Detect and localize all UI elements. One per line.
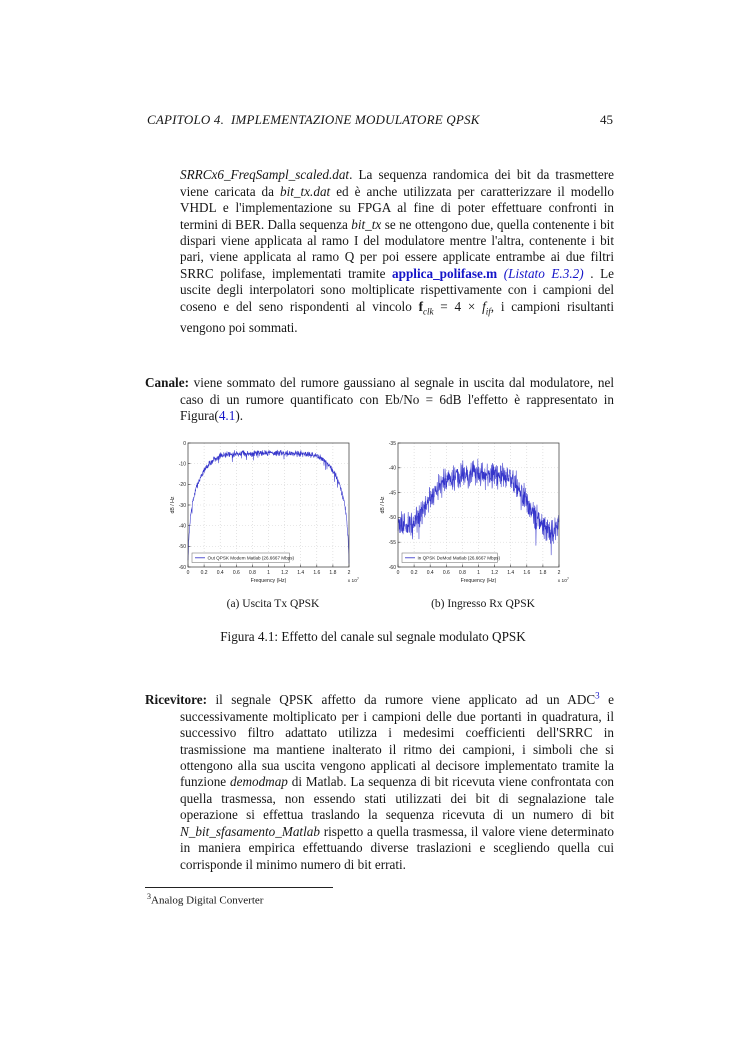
svg-text:1.8: 1.8	[539, 570, 547, 576]
svg-text:-60: -60	[388, 564, 396, 571]
svg-text:0.6: 0.6	[442, 570, 450, 576]
page-header	[147, 112, 613, 128]
text-run: ).	[235, 408, 244, 424]
svg-text:0: 0	[186, 570, 190, 576]
tx-spectrum-plot	[168, 438, 361, 594]
text-run: il segnale QPSK affetto da rumore viene applicato ad un ADC	[207, 692, 596, 708]
variable-nbit-sfasamento: N_bit_sfasamento_Matlab	[180, 823, 320, 839]
svg-text:-40: -40	[388, 465, 396, 472]
svg-text:0.2: 0.2	[410, 570, 418, 576]
link-applica-polifase[interactable]: applica_polifase.m	[392, 265, 498, 281]
text-run: se ne ottengono due, quella contenente i bit dispari viene applicata al ramo I del modulatore mentre l'altra, contenente i bit pari, viene applicata al ramo Q per poi essere applicate entrambe ai due filtri SRRC polifase, implementati tramite	[180, 216, 614, 281]
text-run: ed è anche utilizzata per caratterizzare il modello VHDL e l'implementazione su FPGA al fine di poter effettuare confronti in termini di BER. Dalla sequenza	[180, 183, 614, 232]
ricevitore-label: Ricevitore:	[145, 692, 207, 708]
rx-spectrum-legend-label: In QPSK DeMod Matlab (26.6667 Mbps)	[417, 555, 500, 561]
svg-text:-50: -50	[388, 515, 396, 522]
footnote-text	[147, 892, 263, 907]
svg-text:0: 0	[396, 570, 400, 576]
tx-spectrum-xlabel: Frequency (Hz)	[250, 578, 287, 584]
sequence-bittx: bit_tx	[351, 216, 382, 232]
text-run: viene sommato del rumore gaussiano al segnale in uscita dal modulatore, nel caso di un rumore quantificato con Eb/No = 6dB l'effetto è rappresentato in Figura(	[180, 375, 614, 424]
tx-spectrum-x-multiplier: x $10^7$	[347, 577, 359, 584]
text-run: , i campioni risultanti vengono poi sommati.	[180, 298, 615, 335]
svg-text:0.6: 0.6	[232, 570, 240, 576]
tx-spectrum-legend-label: Out QPSK Modem Matlab (26.6667 Mbps)	[207, 555, 295, 561]
svg-text:-45: -45	[388, 490, 396, 497]
rx-spectrum-ylabel: dB / Hz	[380, 496, 386, 514]
svg-text:2: 2	[557, 570, 561, 576]
rx-spectrum-svg	[378, 438, 571, 589]
link-listato-e32[interactable]: (Listato E.3.2)	[497, 265, 584, 281]
svg-text:-30: -30	[178, 502, 186, 509]
footnote-rule	[145, 887, 333, 888]
paragraph-ricevitore	[145, 692, 614, 873]
svg-text:1: 1	[267, 570, 270, 576]
svg-text:1.4: 1.4	[507, 570, 515, 576]
svg-text:-50: -50	[178, 544, 186, 551]
canale-label: Canale:	[145, 375, 189, 391]
math-sub-clk: clk	[423, 306, 434, 317]
rx-spectrum-plot	[378, 438, 571, 594]
svg-text:-20: -20	[178, 482, 186, 489]
rx-spectrum-xlabel: Frequency (Hz)	[460, 578, 497, 584]
footnote-body: Analog Digital Converter	[151, 894, 264, 907]
text-run: di Matlab. La sequenza di bit ricevuta viene confrontata con quella trasmessa, non essendo stati utilizzati dei bit di segnalazione tale operazione si effettua traslando la sequenza ricevuta di un numero di bit	[180, 774, 615, 823]
text-run: rispetto a quella trasmessa, il valore viene determinato in maniera empirica effettuando diverse traslazioni e scegliendo quella cui corrisponde il minimo numero di bit errati.	[180, 823, 614, 872]
svg-text:1.2: 1.2	[491, 570, 499, 576]
math-fif: f	[482, 298, 486, 314]
footnote-ref-3[interactable]: 3	[595, 690, 600, 701]
svg-text:-55: -55	[388, 540, 396, 546]
math-equals: = 4 ×	[433, 298, 483, 314]
figure-caption: Figura 4.1: Effetto del canale sul segnale modulato QPSK	[220, 629, 526, 644]
svg-text:1: 1	[477, 570, 480, 576]
svg-text:0.4: 0.4	[216, 570, 224, 576]
link-figure-4-1[interactable]: 4.1	[218, 408, 236, 424]
tx-spectrum-svg	[168, 438, 361, 589]
svg-text:0: 0	[183, 440, 186, 447]
svg-text:1.6: 1.6	[313, 570, 321, 576]
svg-text:1.8: 1.8	[329, 570, 337, 576]
text-run: . La sequenza randomica dei bit da trasmettere viene caricata da	[180, 167, 614, 199]
chapter-header: CAPITOLO 4. IMPLEMENTAZIONE MODULATORE QPSK	[147, 112, 480, 127]
text-run: e successivamente moltiplicato per i campioni delle due portanti in quadratura, il successivo filtro adattato utilizza i medesimi coefficienti dell'SRRC in trasmissione ma mantiene inalterato il ritmo dei campioni, i simboli che si ottengono alla sua uscita vengono applicati al decisore implementato tramite la funzione	[180, 692, 614, 790]
svg-text:1.6: 1.6	[523, 570, 531, 576]
svg-text:0.8: 0.8	[458, 570, 466, 576]
figure-4-1	[0, 438, 746, 598]
svg-text:2: 2	[347, 570, 351, 576]
page-number: 45	[600, 112, 613, 127]
svg-text:-40: -40	[178, 523, 186, 530]
svg-text:0.2: 0.2	[200, 570, 208, 576]
tx-spectrum-ylabel: dB / Hz	[170, 496, 176, 514]
paragraph-canale	[145, 375, 614, 424]
svg-text:-60: -60	[178, 564, 186, 571]
svg-text:0.4: 0.4	[426, 570, 434, 576]
subcaption-a: (a) Uscita Tx QPSK	[226, 598, 320, 610]
function-demodmap: demodmap	[230, 774, 288, 790]
rx-spectrum-x-multiplier: x $10^7$	[557, 577, 569, 584]
math-sub-if: if	[485, 306, 491, 317]
svg-text:-35: -35	[388, 440, 396, 447]
svg-text:0.8: 0.8	[248, 570, 256, 576]
paragraph-intro	[180, 167, 614, 336]
subcaption-b: (b) Ingresso Rx QPSK	[431, 598, 535, 610]
svg-text:1.2: 1.2	[281, 570, 289, 576]
svg-text:-10: -10	[178, 461, 186, 468]
svg-text:1.4: 1.4	[297, 570, 305, 576]
text-run: . Le uscite degli interpolatori sono moltiplicate rispettivamente con i campioni del coseno e del seno rispondenti al vincolo	[180, 265, 614, 314]
footnote-marker: 3	[147, 892, 151, 901]
math-fclk: f	[418, 298, 423, 314]
filename-srrc: SRRCx6_FreqSampl_scaled.dat	[180, 167, 350, 183]
filename-bittx-dat: bit_tx.dat	[280, 183, 331, 199]
